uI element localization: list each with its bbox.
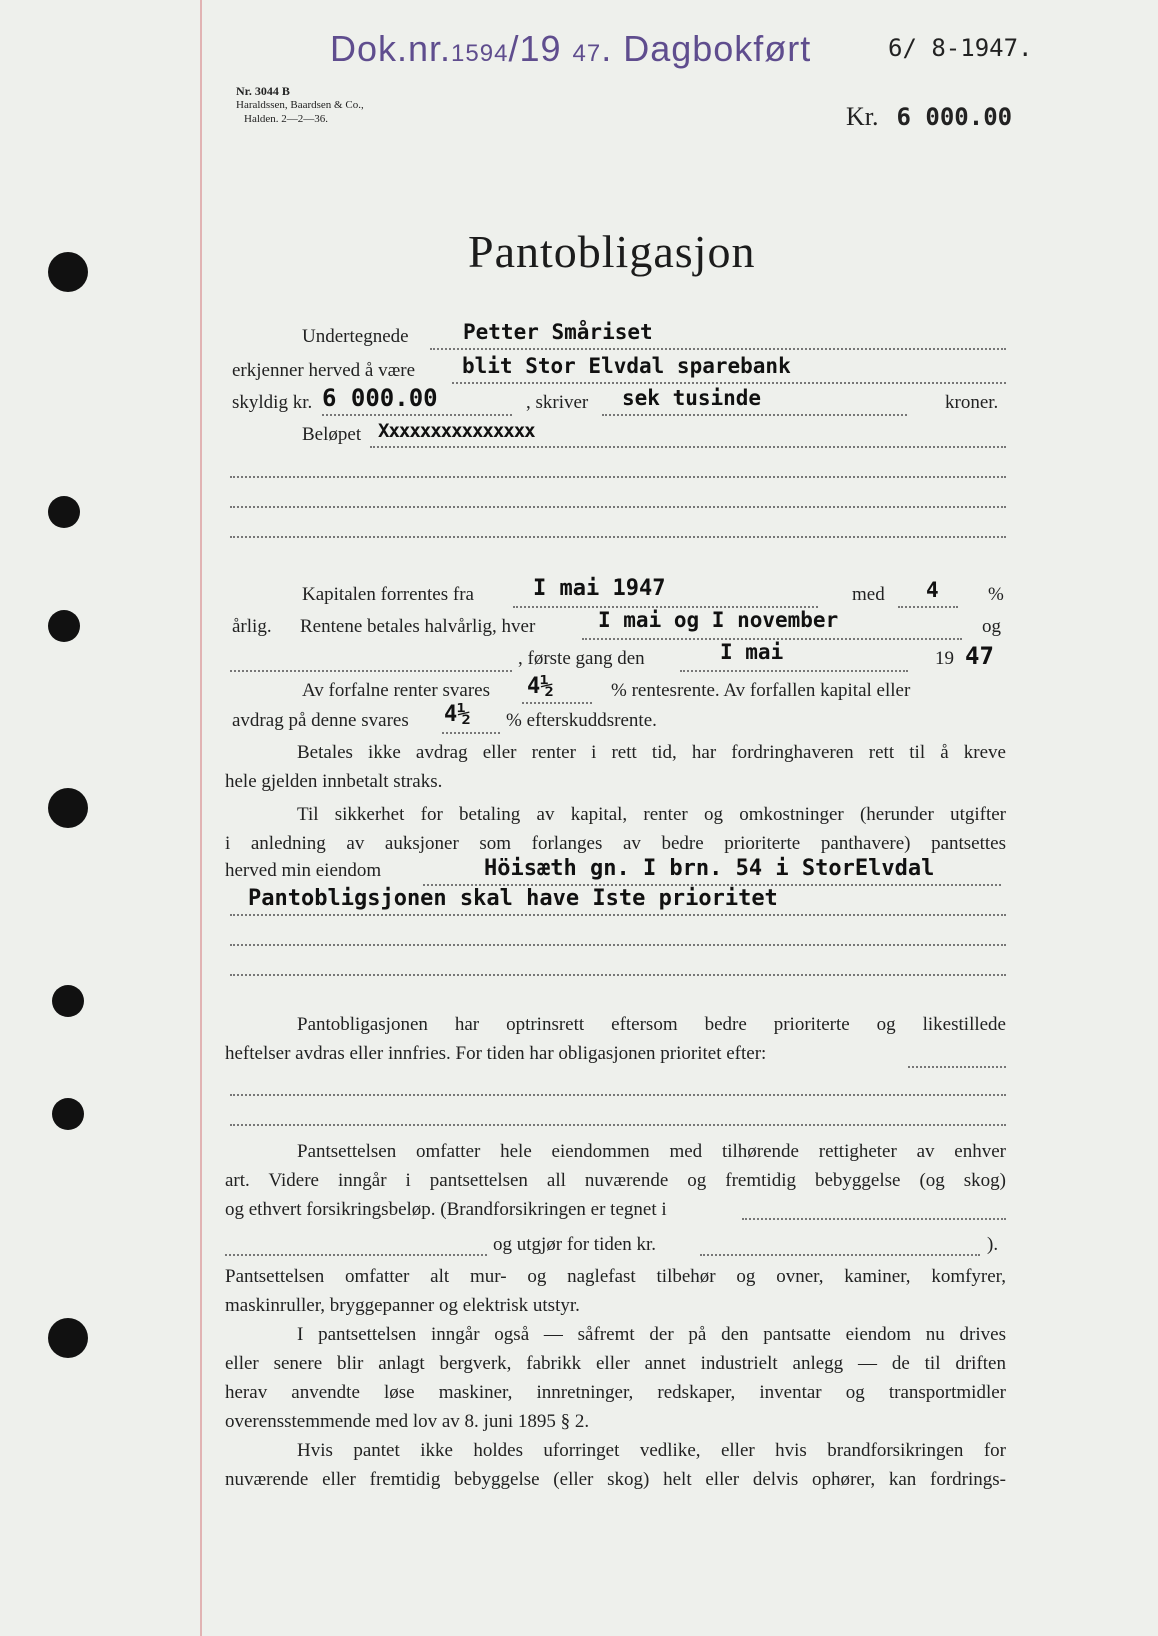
text-line: Betales ikke avdrag eller renter i rett tid, har fordringhaveren rett til å kreve [297,742,1006,763]
text-line: og ethvert forsikringsbeløp. (Brandforsikringen er tegnet i [225,1199,667,1220]
row-skyldig [230,384,1006,418]
row-forste [230,640,1006,674]
undertegnede-value: Petter Småriset [463,320,653,344]
blank-line [230,944,1006,946]
text-line: I pantsettelsen inngår også — såfremt der på den pantsatte eiendom nu drives [297,1324,1006,1345]
forste-value: I mai [720,640,784,664]
utgjor-close: ). [987,1234,999,1255]
amount-top [846,102,1012,132]
stamp-date: 6/ 8-1947. [888,34,1033,62]
eiendom-value: Höisæth gn. I brn. 54 i StorElvdal [484,856,935,881]
margin-line [200,0,202,1636]
punch-hole [52,1098,84,1130]
row-belopet [230,420,1006,450]
rate-value: 4 [926,578,939,602]
forfalne-value: 4½ [527,674,554,699]
row-avdrag [230,702,1006,736]
skyldig-value: 6 000.00 [322,384,438,412]
avdrag-value: 4½ [444,702,471,727]
og-label: og [982,616,1001,637]
form-number: Nr. 3044 B [236,84,290,98]
skriver-value: sek tusinde [622,386,762,410]
paragraph-ogsa [225,1320,1006,1436]
blank-line [230,1094,1006,1096]
text-line: eller senere blir anlagt bergverk, fabrikk eller annet industrielt anlegg — de til driften [225,1353,1006,1374]
dagbok-label: . Dagbokført [601,28,812,69]
text-line: Pantsettelsen omfatter hele eiendommen med tilhørende rettigheter av enhver [297,1141,1006,1162]
doc-year-printed: /19 [508,28,562,69]
text-line: Pantobligasjonen har optrinsrett eftersom bedre prioriterte og likestillede [297,1014,1006,1035]
row-forfalne [230,676,1006,706]
rentesrente-label: % rentesrente. Av forfallen kapital eller [611,680,911,701]
text-line: herav anvendte løse maskiner, innretninger, redskaper, inventar og transportmidler [225,1382,1006,1403]
year-prefix: 19 [935,648,954,669]
text-line: Pantsettelsen omfatter alt mur- og naglefast tilbehør og ovner, kaminer, komfyrer, [225,1266,1006,1287]
blank-line [230,506,1006,508]
row-erkjenner [230,356,1006,386]
prioritet-value: Pantobligsjonen skal have Iste prioritet [248,886,778,911]
punch-hole [48,788,88,828]
amount-label: Kr. [846,102,879,131]
forste-label: , første gang den [518,648,645,669]
text-line: maskinruller, bryggepanner og elektrisk utstyr. [225,1295,580,1316]
rentene-value: I mai og I november [598,608,839,632]
rentene-label: Rentene betales halvårlig, hver [300,616,536,637]
row-rentene [230,608,1006,642]
paragraph-hvis [225,1436,1006,1494]
belopet-label: Beløpet [302,424,362,445]
undertegnede-label: Undertegnede [302,326,409,347]
paragraph-sikkerhet [225,800,1006,858]
row-utgjor [225,1232,1006,1262]
document-title: Pantobligasjon [468,226,756,277]
erkjenner-value: blit Stor Elvdal sparebank [462,354,791,378]
skriver-label: , skriver [526,392,589,413]
skyldig-label: skyldig kr. [232,392,313,413]
registration-stamp [330,28,811,70]
blank-line [230,974,1006,976]
doc-year-suffix: 47 [572,40,602,67]
text-line: nuværende eller fremtidig bebyggelse (eller skog) helt eller delvis ophører, kan fordrings- [225,1469,1006,1490]
eiendom-label: herved min eiendom [225,860,382,881]
year-value: 47 [965,642,994,670]
belopet-struck-value: Xxxxxxxxxxxxxxx [378,420,535,442]
blank-line [230,536,1006,538]
paragraph-omfatter [225,1137,1006,1224]
forfalne-label: Av forfalne renter svares [302,680,490,701]
text-line: i anledning av auksjoner som forlanges av bedre prioriterte panthavere) pantsettes [225,833,1006,854]
punch-hole [48,1318,88,1358]
kapitalen-value: I mai 1947 [533,576,666,601]
med-label: med [852,584,885,605]
paragraph-optrinsrett [225,1010,1006,1068]
blank-line [230,1124,1006,1126]
blank-line [230,914,1006,916]
row-undertegnede [230,322,1006,352]
kroner-label: kroner. [945,392,999,413]
blank-line [230,476,1006,478]
row-kapitalen [230,576,1006,610]
blank-line [742,1218,1006,1220]
punch-hole [52,985,84,1017]
blank-line [908,1066,1006,1068]
punch-hole [48,496,80,528]
efterskudd-label: % efterskuddsrente. [506,710,657,731]
avdrag-label: avdrag på denne svares [232,710,409,731]
text-line: hele gjelden innbetalt straks. [225,771,443,792]
arlig-label: årlig. [232,616,272,637]
printer-info [236,84,364,126]
erkjenner-label: erkjenner herved å være [232,360,416,381]
text-line: art. Videre inngår i pantsettelsen all nuværende og fremtidig bebyggelse (og skog) [225,1170,1006,1191]
text-line: Til sikkerhet for betaling av kapital, renter og omkostninger (herunder utgifter [297,804,1006,825]
punch-hole [48,252,88,292]
text-line: heftelser avdras eller innfries. For tiden har obligasjonen prioritet efter: [225,1043,767,1064]
paragraph-mur [225,1262,1006,1320]
publisher: Haraldssen, Baardsen & Co., [236,99,364,111]
place-date: Halden. 2—2—36. [244,113,329,125]
percent-sign: % [988,584,1004,605]
doc-number: 1594 [451,40,509,67]
amount-value: 6 000.00 [896,103,1013,131]
text-line: Hvis pantet ikke holdes uforringet vedlike, eller hvis brandforsikringen for [297,1440,1006,1461]
text-line: overensstemmende med lov av 8. juni 1895 § 2. [225,1411,590,1432]
paragraph-betales [225,738,1006,796]
punch-hole [48,610,80,642]
doc-label: Dok.nr. [330,28,452,69]
kapitalen-label: Kapitalen forrentes fra [302,584,474,605]
utgjor-label: og utgjør for tiden kr. [493,1234,657,1255]
